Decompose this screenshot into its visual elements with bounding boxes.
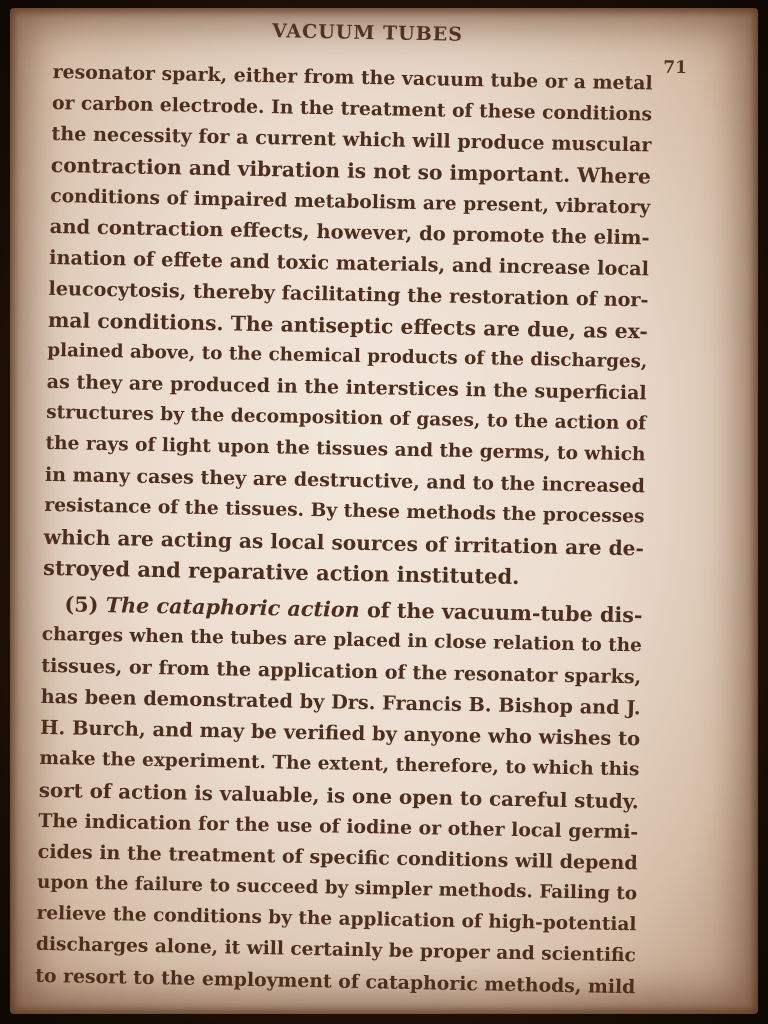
text-line: or carbon electrode. In the treatment of these conditions (51, 91, 653, 126)
italic-phrase: The cataphoric action (105, 593, 360, 622)
text-line: ination of effete and toxic materials, and increase local (48, 245, 650, 281)
text-line: relieve the conditions by the application of high-potential (36, 902, 637, 936)
page-number: 71 (663, 57, 688, 79)
text-line: resistance of the tissues. By these methods the processes (44, 494, 645, 528)
text-line: mal conditions. The antiseptic effects are due, as ex- (47, 307, 649, 344)
text-line: cides in the treatment of specific conditions will depend (37, 840, 638, 875)
text-line: discharges alone, it will certainly be proper and scientific (35, 933, 637, 967)
text-line: as they are produced in the interstices in the superficial (46, 370, 647, 405)
text-line: H. Burch, and may be verified by anyone who wishes to (39, 715, 641, 751)
text-line: conditions of impaired metabolism are present, vibratory (50, 184, 651, 219)
text-line: tissues, or from the application of the resonator sparks, (41, 653, 642, 689)
text-line: in many cases they are destructive, and to the increased (44, 463, 646, 498)
text-line: the rays of light upon the tissues and the germs, to which (45, 432, 646, 466)
text-line: which are acting as local sources of irritation are de- (43, 524, 645, 561)
text-line: resonator spark, either from the vacuum tube or a metal (52, 60, 653, 95)
text-line: upon the failure to succeed by simpler methods. Failing to (36, 871, 638, 905)
paragraph-5-first-line (64, 592, 642, 627)
text-line: sort of action is valuable, is one open to careful study. (38, 777, 640, 814)
running-header: VACUUM TUBES (271, 20, 464, 46)
page-text-block (35, 8, 688, 1014)
text-line: charges when the tubes are placed in close relation to the (41, 623, 643, 657)
text-line: plained above, to the chemical products of the discharges, (47, 339, 648, 373)
text-line: The indication for the use of iodine or other local germi- (38, 809, 639, 844)
text-line: stroyed and reparative action instituted. (42, 554, 520, 590)
text-line: leucocytosis, thereby facilitating the restoration of nor- (48, 276, 649, 312)
text-line: contraction and vibration is not so important. Where (50, 152, 652, 189)
paragraph-number: (5) (64, 592, 99, 617)
first-line-rest: of the vacuum-tube dis- (366, 598, 643, 628)
text-line: and contraction effects, however, do promote the elim- (49, 214, 650, 250)
text-line: has been demonstrated by Drs. Francis B. Bishop and J. (40, 684, 641, 720)
text-line: make the experiment. The extent, therefore, to which this (39, 747, 640, 781)
book-page (10, 8, 758, 1014)
text-line: structures by the decomposition of gases, to the action of (45, 401, 647, 435)
text-line: to resort to the employment of cataphoric methods, mild (35, 964, 636, 999)
text-line: the necessity for a current which will produce muscular (51, 121, 652, 157)
